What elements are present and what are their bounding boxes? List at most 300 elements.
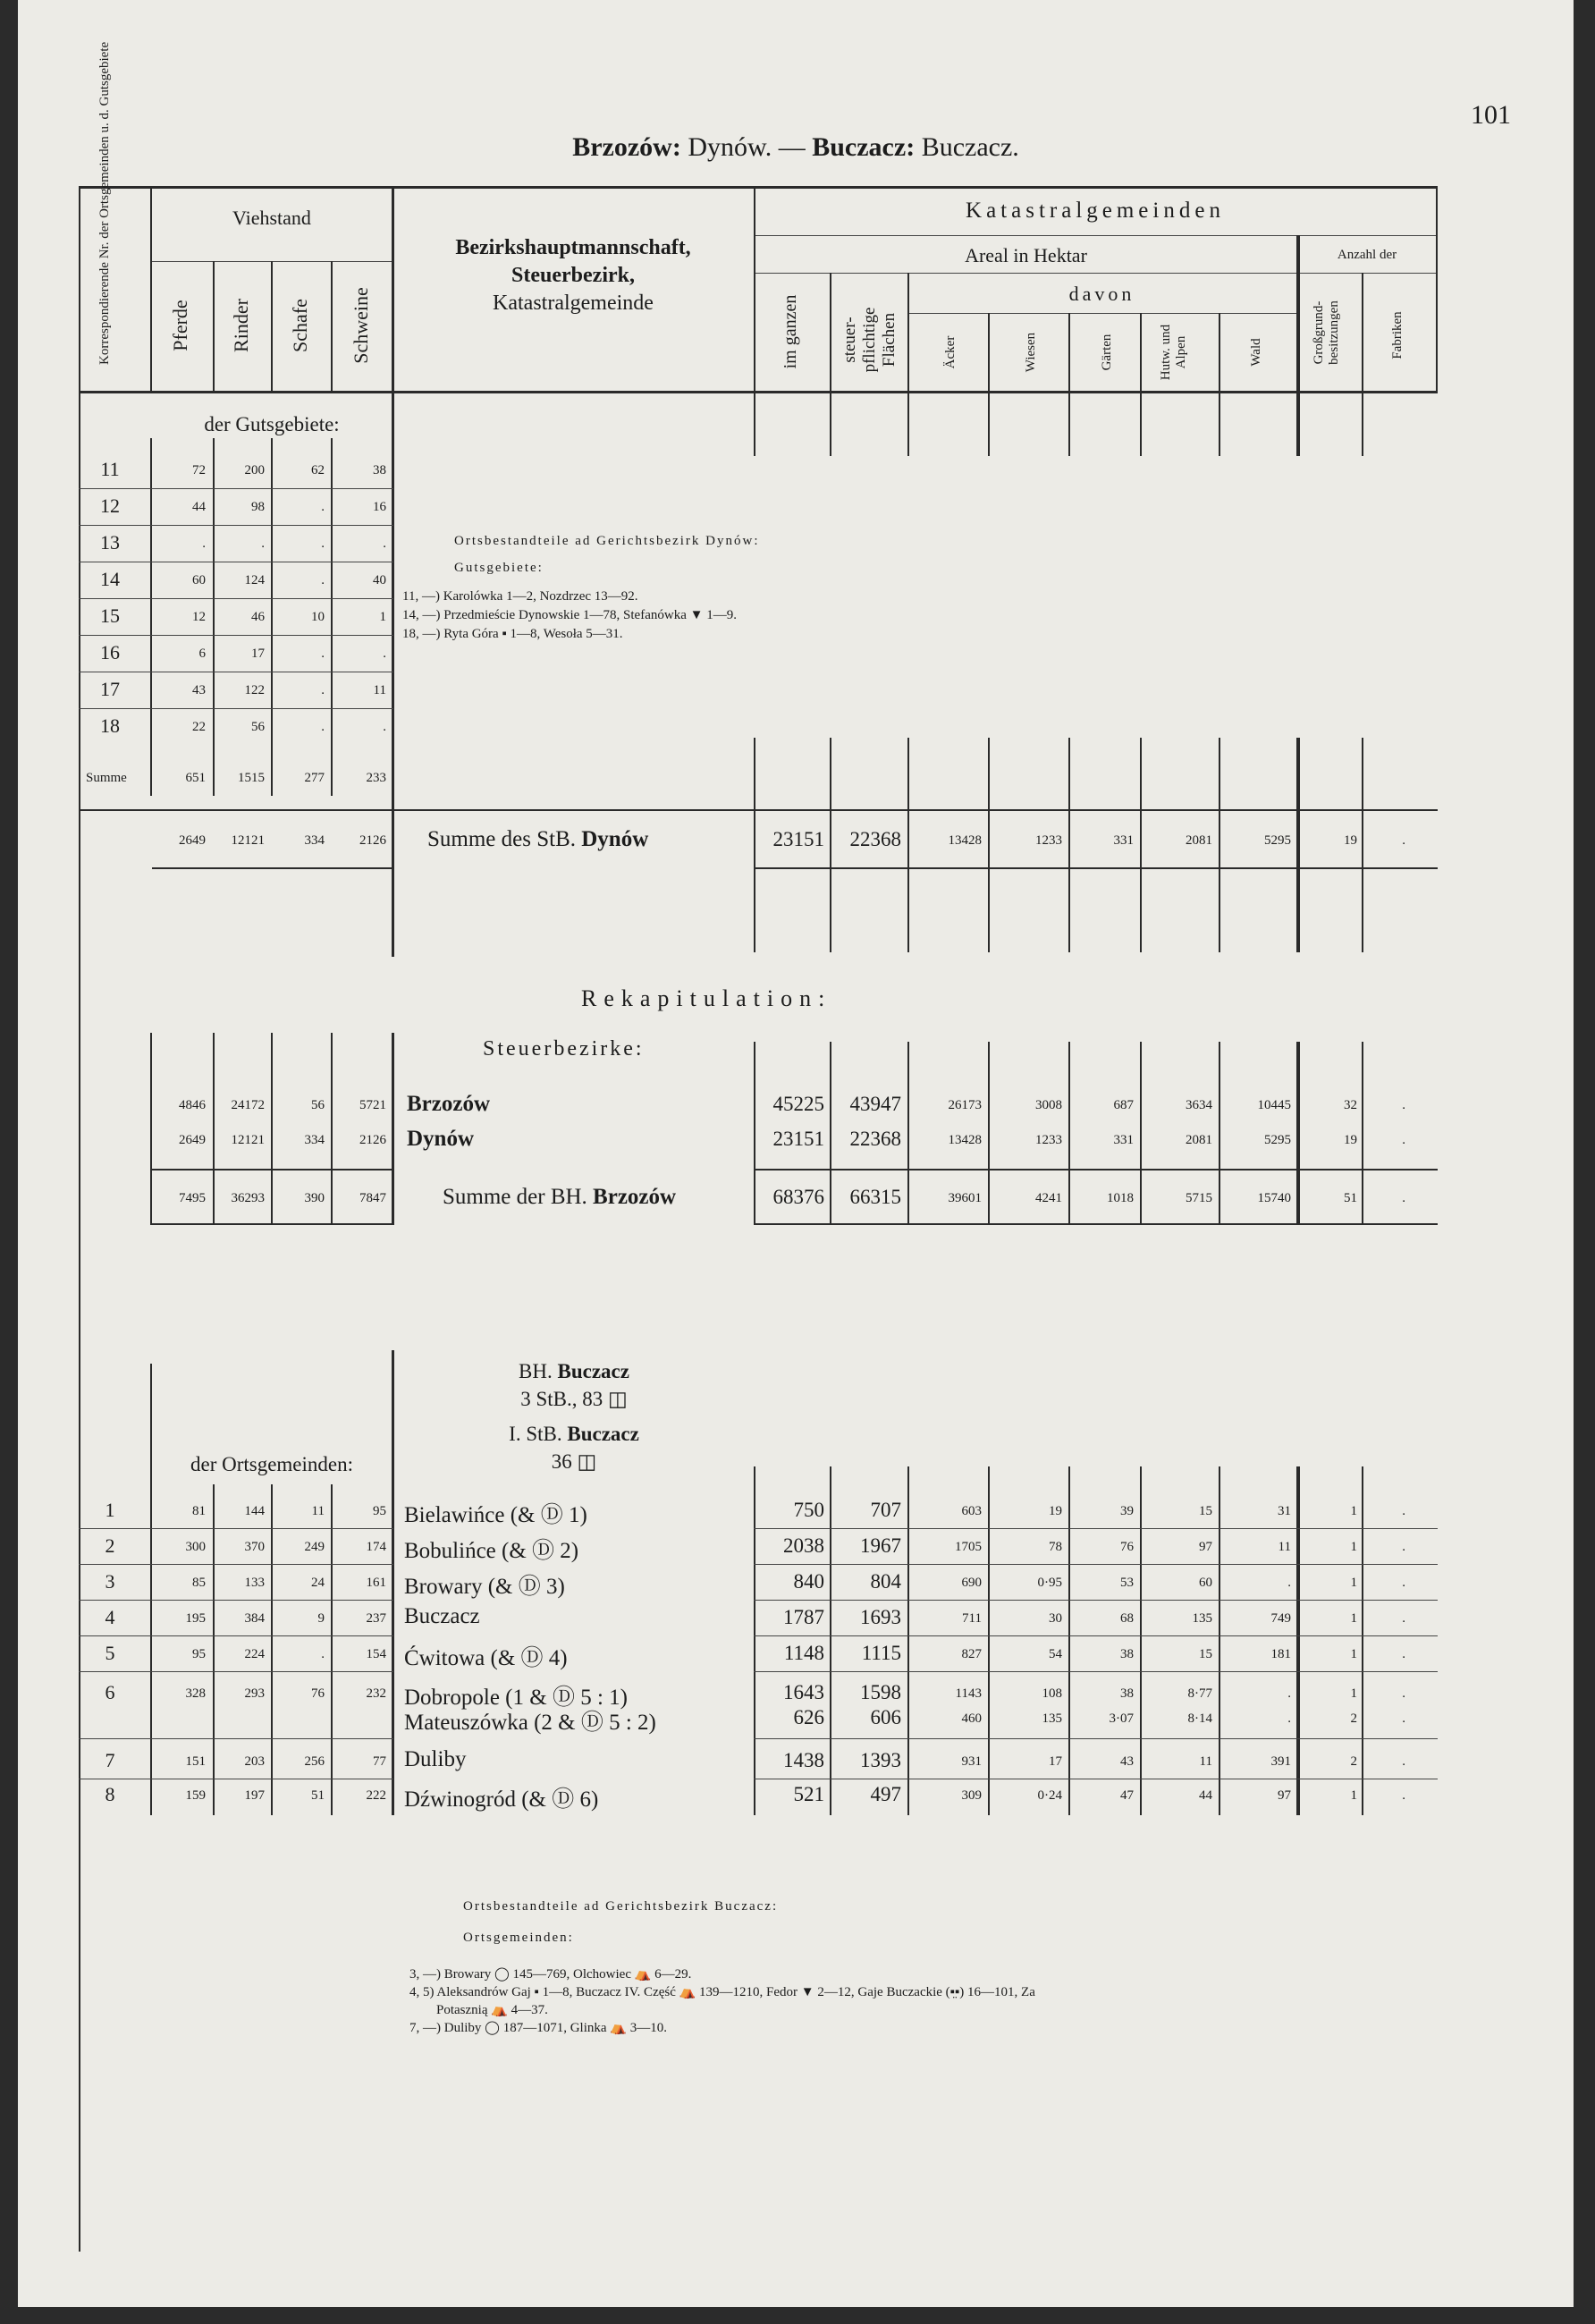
- rek-row-1-k4: 331: [1113, 1133, 1134, 1147]
- gutsgebiete-row-4-v3: 1: [379, 610, 386, 624]
- title-left-bold: Brzozów:: [572, 132, 681, 162]
- orts-row-6-k8: .: [1402, 1711, 1405, 1726]
- orts-row-3-k0: 1787: [783, 1606, 824, 1628]
- gutsgebiete-row-5-v3: .: [383, 646, 386, 661]
- ortsgemeinden-row-nr: 4: [105, 1606, 115, 1628]
- rek-row-1-k6: 5295: [1264, 1133, 1291, 1147]
- orts-row-5-v3: 232: [366, 1686, 386, 1701]
- rek-row-0-k4: 687: [1113, 1098, 1134, 1112]
- ortsgemeinden-row-name: Dźwinogród (& Ⓓ 6): [404, 1787, 599, 1812]
- gutsgebiete-row-nr: 11: [100, 458, 120, 480]
- summe-bh-v1: 36293: [231, 1191, 265, 1205]
- col-head-fabriken: Fabriken: [1390, 311, 1405, 359]
- rek-row-1-v2: 334: [304, 1133, 325, 1147]
- areal-sub-rule: [754, 273, 1438, 274]
- orts-row-4-v3: 154: [366, 1647, 386, 1661]
- viehstand-sub-rule: [152, 261, 393, 262]
- ortsbestandteile-buczacz-line-2: 4, 5) Aleksandrów Gaj ▪ 1—8, Buczacz IV. Część ⛺ 139—1210, Fedor ▼ 2—12, Gaje Buczackie (▪̤▪) 16—101, Za: [409, 1985, 1035, 1999]
- orts-row-7-k6: 391: [1270, 1754, 1291, 1769]
- orts-row-2-k2: 690: [961, 1576, 982, 1590]
- v-body-hu-1: [1219, 393, 1220, 456]
- ortsbestandteile-buczacz-sub: Ortsgemeinden:: [463, 1931, 574, 1945]
- gutsgebiete-row-nr: 13: [100, 531, 120, 554]
- ortsgemeinden-row-name: Browary (& Ⓓ 3): [404, 1575, 565, 1599]
- col-head-gaerten: Gärten: [1100, 334, 1114, 371]
- summe-gutsgebiete-v3: 233: [366, 771, 386, 785]
- col-head-wald: Wald: [1249, 338, 1263, 367]
- orts-row-3-k8: .: [1402, 1611, 1405, 1626]
- col-head-bezirk: [394, 234, 752, 318]
- ortsgemeinden-row-nr: 7: [105, 1749, 115, 1771]
- gutsgebiete-row-3-v0: 60: [192, 573, 206, 587]
- rek-row-1-k7: 19: [1344, 1133, 1357, 1147]
- col-head-katastral: Katastralgemeinden: [966, 199, 1225, 223]
- orts-row-6-k0: 626: [793, 1706, 824, 1728]
- summe-gutsgebiete-v1: 1515: [238, 771, 265, 785]
- col-head-areal: Areal in Hektar: [965, 244, 1087, 266]
- orts-row-1-v2: 249: [304, 1540, 325, 1554]
- gutsgebiete-row-7-v0: 22: [192, 720, 206, 734]
- col-head-rinder: Rinder: [230, 299, 252, 352]
- ortsbestandteile-buczacz-line-1: 3, —) Browary ◯ 145—769, Olchowiec ⛺ 6—29.: [409, 1967, 692, 1982]
- gutsgebiete-row-rule: [79, 598, 393, 599]
- bezirk-line1: Bezirkshauptmannschaft,: [455, 236, 691, 259]
- summe-gutsgebiete-v2: 277: [304, 771, 325, 785]
- bezirk-line2: Steuerbezirk,: [511, 264, 635, 288]
- col-head-imganzen: im ganzen: [781, 294, 800, 369]
- section-ortsgemeinden: der Ortsgemeinden:: [190, 1453, 354, 1475]
- gutsgebiete-row-rule: [79, 488, 393, 489]
- gutsgebiete-row-0-v0: 72: [192, 463, 206, 477]
- orts-row-6-k1: 606: [870, 1706, 901, 1728]
- gutsgebiete-row-1-v0: 44: [192, 500, 206, 514]
- gutsgebiete-row-1-v1: 98: [251, 500, 265, 514]
- gutsgebiete-row-rule: [79, 525, 393, 526]
- col-head-aecker: Äcker: [943, 335, 958, 369]
- gutsgebiete-row-5-v2: .: [321, 646, 325, 661]
- orts-row-8-v2: 51: [311, 1788, 325, 1803]
- orts-row-0-k1: 707: [870, 1499, 901, 1521]
- ortsgemeinden-row-name: Buczacz: [404, 1604, 480, 1628]
- rek-row-0-v0: 4846: [179, 1098, 206, 1112]
- rek-row-1-k0: 23151: [772, 1128, 824, 1150]
- header-bottom-rule: [79, 391, 1438, 393]
- gutsgebiete-row-5-v0: 6: [198, 646, 206, 661]
- gutsgebiete-row-rule: [79, 708, 393, 709]
- rek-row-0-k1: 43947: [849, 1093, 901, 1115]
- rek-row-1-k8: .: [1402, 1133, 1405, 1147]
- gutsgebiete-row-nr: 15: [100, 604, 120, 627]
- orts-row-1-v0: 300: [185, 1540, 206, 1554]
- summe-stb-v1: 12121: [231, 833, 265, 848]
- gutsgebiete-row-0-v1: 200: [244, 463, 265, 477]
- summe-bh-brzozow-label: Summe der BH. Brzozów: [443, 1185, 677, 1209]
- v-body-gr-1: [1362, 393, 1363, 456]
- orts-row-5-k1: 1598: [860, 1681, 901, 1703]
- gutsgebiete-row-6-v3: 11: [373, 683, 386, 697]
- orts-row-8-k5: 44: [1199, 1788, 1212, 1803]
- orts-row-0-k3: 19: [1049, 1504, 1062, 1518]
- summe-stb-k1: 22368: [849, 828, 901, 850]
- rekapitulation-row-name: Dynów: [407, 1127, 475, 1151]
- summe-bh-k0: 68376: [772, 1186, 824, 1208]
- orts-row-3-v1: 384: [244, 1611, 265, 1626]
- orts-row-3-k4: 68: [1120, 1611, 1134, 1626]
- rek-row-0-v2: 56: [311, 1098, 325, 1112]
- v-body-ga-1: [1140, 393, 1142, 456]
- orts-row-5-k6: .: [1287, 1686, 1291, 1701]
- running-head: [18, 132, 1574, 163]
- col-head-anzahl: Anzahl der: [1337, 248, 1397, 262]
- ortsbestandteile-buczacz-title: Ortsbestandteile ad Gerichtsbezirk Buczacz:: [463, 1899, 779, 1914]
- orts-row-0-k0: 750: [793, 1499, 824, 1521]
- summe-bh-v3: 7847: [359, 1191, 386, 1205]
- col-head-pferde: Pferde: [169, 300, 191, 351]
- orts-row-1-k2: 1705: [955, 1540, 982, 1554]
- ortsgemeinden-row-rule: [79, 1564, 393, 1565]
- orts-row-4-k5: 15: [1199, 1647, 1212, 1661]
- orts-row-0-k4: 39: [1120, 1504, 1134, 1518]
- orts-row-0-v3: 95: [373, 1504, 386, 1518]
- gutsgebiete-row-nr: 16: [100, 641, 120, 663]
- orts-row-1-k3: 78: [1049, 1540, 1062, 1554]
- v-body-st-1: [907, 393, 909, 456]
- orts-row-1-k0: 2038: [783, 1534, 824, 1557]
- orts-row-7-v2: 256: [304, 1754, 325, 1769]
- ortsgemeinden-row-rule-kat: [754, 1671, 1438, 1672]
- orts-row-6-k6: .: [1287, 1711, 1291, 1726]
- orts-row-0-k2: 603: [961, 1504, 982, 1518]
- ortsbestandteile-dynow-title: Ortsbestandteile ad Gerichtsbezirk Dynów:: [454, 534, 760, 548]
- summe-stb-dynow-label: Summe des StB. Dynów: [427, 827, 649, 851]
- orts-row-5-v2: 76: [311, 1686, 325, 1701]
- orts-row-0-k8: .: [1402, 1504, 1405, 1518]
- v-body-wi-1: [1068, 393, 1070, 456]
- gutsgebiete-row-rule: [79, 635, 393, 636]
- orts-row-6-k2: 460: [961, 1711, 982, 1726]
- orts-row-7-k0: 1438: [783, 1749, 824, 1771]
- orts-row-3-k6: 749: [1270, 1611, 1291, 1626]
- ortsgemeinden-row-name: Dobropole (1 & Ⓓ 5 : 1): [404, 1686, 628, 1710]
- orts-row-7-k3: 17: [1049, 1754, 1062, 1769]
- gutsgebiete-row-3-v1: 124: [244, 573, 265, 587]
- orts-row-2-k1: 804: [870, 1570, 901, 1593]
- orts-row-6-k3: 135: [1042, 1711, 1062, 1726]
- orts-row-2-v1: 133: [244, 1576, 265, 1590]
- bh-buczacz-line2: 3 StB., 83 ◫: [520, 1388, 628, 1411]
- orts-row-2-v0: 85: [192, 1576, 206, 1590]
- orts-row-5-k8: .: [1402, 1686, 1405, 1701]
- summe-bh-k6: 15740: [1257, 1191, 1291, 1205]
- gutsgebiete-row-4-v1: 46: [251, 610, 265, 624]
- summe-gutsgebiete-v0: 651: [185, 771, 206, 785]
- v-left-frame: [79, 186, 80, 2252]
- orts-row-1-k8: .: [1402, 1540, 1405, 1554]
- ortsgemeinden-row-nr: 3: [105, 1570, 115, 1593]
- orts-row-4-k1: 1115: [861, 1642, 901, 1664]
- v-body-gz-1: [830, 393, 831, 456]
- gutsgebiete-row-6-v2: .: [321, 683, 325, 697]
- orts-row-6-k5: 8·14: [1187, 1711, 1212, 1726]
- rek-row-1-k2: 13428: [948, 1133, 982, 1147]
- gutsgebiete-row-6-v1: 122: [244, 683, 265, 697]
- v-rinder: [271, 261, 273, 393]
- v-imganzen: [830, 273, 831, 393]
- rule-before-summe-bh: [152, 1169, 393, 1170]
- ortsgemeinden-row-nr: 8: [105, 1783, 115, 1805]
- bh-buczacz-line1: BH. Buczacz: [519, 1360, 629, 1382]
- gutsgebiete-row-4-v2: 10: [311, 610, 325, 624]
- title-right-bold: Buczacz:: [812, 132, 916, 162]
- orts-row-0-v2: 11: [311, 1504, 325, 1518]
- ortsgemeinden-row-nr: 6: [105, 1681, 115, 1703]
- orts-row-4-k7: 1: [1350, 1647, 1357, 1661]
- gutsgebiete-row-7-v3: .: [383, 720, 386, 734]
- v-right-frame: [1436, 186, 1438, 393]
- rule-after-summe-bh: [152, 1223, 393, 1225]
- orts-row-3-k1: 1693: [860, 1606, 901, 1628]
- orts-row-5-k3: 108: [1042, 1686, 1062, 1701]
- v-body-sw-2: [392, 1033, 394, 1225]
- v-body-wa-1: [1296, 393, 1300, 456]
- rek-row-0-k7: 32: [1344, 1098, 1357, 1112]
- gutsgebiete-row-nr: 12: [100, 494, 120, 517]
- orts-row-3-k3: 30: [1049, 1611, 1062, 1626]
- orts-row-8-k7: 1: [1350, 1788, 1357, 1803]
- rek-row-0-k0: 45225: [772, 1093, 824, 1115]
- summe-stb-k2: 13428: [948, 833, 982, 848]
- ortsbestandteile-dynow-line-2: 14, —) Przedmieście Dynowskie 1—78, Stefanówka ▼ 1—9.: [402, 608, 737, 622]
- page-number: 101: [1471, 100, 1511, 130]
- orts-row-8-v0: 159: [185, 1788, 206, 1803]
- orts-row-3-k2: 711: [962, 1611, 982, 1626]
- orts-row-8-v1: 197: [244, 1788, 265, 1803]
- gutsgebiete-row-2-v0: .: [202, 537, 206, 551]
- orts-row-3-v0: 195: [185, 1611, 206, 1626]
- gutsgebiete-row-3-v2: .: [321, 573, 325, 587]
- orts-row-2-k6: .: [1287, 1576, 1291, 1590]
- col-head-schafe: Schafe: [289, 299, 311, 352]
- col-head-steuerpflichtig: steuer- pflichtige Flächen: [840, 307, 899, 373]
- v-aecker: [988, 313, 990, 393]
- table-top-rule: [79, 186, 1438, 189]
- orts-row-8-k0: 521: [793, 1783, 824, 1805]
- title-separator: —: [772, 132, 813, 162]
- summe-bh-v0: 7495: [179, 1191, 206, 1205]
- col-head-viehstand: Viehstand: [232, 207, 311, 229]
- orts-row-8-k2: 309: [961, 1788, 982, 1803]
- orts-row-2-k3: 0·95: [1037, 1576, 1062, 1590]
- gutsgebiete-row-3-v3: 40: [373, 573, 386, 587]
- summe-stb-k5: 2081: [1186, 833, 1212, 848]
- orts-row-7-v3: 77: [373, 1754, 386, 1769]
- orts-row-1-k7: 1: [1350, 1540, 1357, 1554]
- summe-stb-v2: 334: [304, 833, 325, 848]
- col-head-grossgrund: Großgrund- besitzungen: [1312, 300, 1342, 365]
- v-gross: [1362, 273, 1363, 393]
- ortsgemeinden-row-rule-kat: [754, 1635, 1438, 1636]
- orts-row-3-k7: 1: [1350, 1611, 1357, 1626]
- orts-row-8-k1: 497: [870, 1783, 901, 1805]
- orts-row-3-v2: 9: [317, 1611, 325, 1626]
- ortsgemeinden-row-name: Ćwitowa (& Ⓓ 4): [404, 1646, 568, 1670]
- v-pferde: [213, 261, 215, 393]
- v-hutw: [1219, 313, 1220, 393]
- ortsbestandteile-dynow-line-1: 11, —) Karolówka 1—2, Nozdrzec 13—92.: [402, 589, 638, 604]
- orts-row-0-k5: 15: [1199, 1504, 1212, 1518]
- rek-row-1-k1: 22368: [849, 1128, 901, 1150]
- rek-row-1-k3: 1233: [1035, 1133, 1062, 1147]
- rule-after-summe-stb-kat: [754, 867, 1438, 869]
- orts-row-5-v1: 293: [244, 1686, 265, 1701]
- v-gaerten: [1140, 313, 1142, 393]
- summe-stb-k6: 5295: [1264, 833, 1291, 848]
- ortsgemeinden-row-name: Bobulińce (& Ⓓ 2): [404, 1539, 579, 1563]
- orts-row-5-k4: 38: [1120, 1686, 1134, 1701]
- orts-row-0-v0: 81: [192, 1504, 206, 1518]
- summe-stb-k0: 23151: [772, 828, 824, 850]
- bezirk-line3: Katastralgemeinde: [493, 292, 654, 316]
- bh-buczacz-block: [394, 1357, 754, 1475]
- orts-row-5-k0: 1643: [783, 1681, 824, 1703]
- orts-row-4-k4: 38: [1120, 1647, 1134, 1661]
- ortsgemeinden-row-name: Duliby: [404, 1747, 467, 1771]
- orts-row-5-k2: 1143: [955, 1686, 982, 1701]
- page: [18, 0, 1574, 2307]
- gutsgebiete-row-nr: 14: [100, 568, 120, 590]
- gutsgebiete-row-2-v2: .: [321, 537, 325, 551]
- rek-row-0-v1: 24172: [231, 1098, 265, 1112]
- ortsgemeinden-row-rule-kat: [754, 1738, 1438, 1739]
- summe-bh-k3: 4241: [1035, 1191, 1062, 1205]
- orts-row-2-k8: .: [1402, 1576, 1405, 1590]
- rek-row-1-v0: 2649: [179, 1133, 206, 1147]
- orts-row-4-k2: 827: [961, 1647, 982, 1661]
- rule-before-summe-stb: [79, 809, 1438, 811]
- gutsgebiete-row-0-v3: 38: [373, 463, 386, 477]
- rek-row-0-k6: 10445: [1257, 1098, 1291, 1112]
- rek-row-0-k5: 3634: [1186, 1098, 1212, 1112]
- orts-row-2-v3: 161: [366, 1576, 386, 1590]
- bh-buczacz-line3: I. StB. Buczacz: [509, 1423, 639, 1446]
- orts-row-4-v2: .: [321, 1647, 325, 1661]
- orts-row-0-k6: 31: [1278, 1504, 1291, 1518]
- orts-row-7-v1: 203: [244, 1754, 265, 1769]
- ortsgemeinden-row-rule: [79, 1528, 393, 1529]
- orts-row-3-v3: 237: [366, 1611, 386, 1626]
- ortsgemeinden-row-rule: [79, 1635, 393, 1636]
- gutsgebiete-row-nr: 18: [100, 714, 120, 737]
- summe-stb-k3: 1233: [1035, 833, 1062, 848]
- ortsbestandteile-dynow-line-3: 18, —) Ryta Góra ▪ 1—8, Wesoła 5—31.: [402, 627, 623, 641]
- v-wiesen: [1068, 313, 1070, 393]
- orts-row-1-v1: 370: [244, 1540, 265, 1554]
- ortsbestandteile-dynow-sub: Gutsgebiete:: [454, 561, 544, 575]
- orts-row-1-k6: 11: [1278, 1540, 1291, 1554]
- summe-bh-k2: 39601: [948, 1191, 982, 1205]
- orts-row-5-k5: 8·77: [1187, 1686, 1212, 1701]
- v-schafe: [331, 261, 333, 393]
- rek-row-1-v1: 12121: [231, 1133, 265, 1147]
- summe-stb-k7: 19: [1344, 833, 1357, 848]
- gutsgebiete-row-1-v3: 16: [373, 500, 386, 514]
- orts-row-0-k7: 1: [1350, 1504, 1357, 1518]
- rule-before-summe-bh-kat: [754, 1169, 1438, 1170]
- ortsgemeinden-row-rule: [79, 1671, 393, 1672]
- orts-row-7-k4: 43: [1120, 1754, 1134, 1769]
- orts-row-4-k8: .: [1402, 1647, 1405, 1661]
- orts-row-7-k8: .: [1402, 1754, 1405, 1769]
- ortsgemeinden-row-nr: 1: [105, 1499, 115, 1521]
- summe-stb-v0: 2649: [179, 833, 206, 848]
- title-right-rest: Buczacz.: [915, 132, 1019, 162]
- summe-bh-k8: .: [1402, 1191, 1405, 1205]
- orts-row-6-k4: 3·07: [1109, 1711, 1134, 1726]
- rek-row-0-v3: 5721: [359, 1098, 386, 1112]
- section-gutsgebiete: der Gutsgebiete:: [204, 413, 340, 435]
- orts-row-7-k7: 2: [1350, 1754, 1357, 1769]
- v-body-sw-1: [392, 393, 394, 957]
- orts-row-8-k6: 97: [1278, 1788, 1291, 1803]
- ortsgemeinden-row-rule-kat: [754, 1564, 1438, 1565]
- summe-bh-k7: 51: [1344, 1191, 1357, 1205]
- col-head-schweine: Schweine: [350, 287, 372, 364]
- gutsgebiete-row-2-v3: .: [383, 537, 386, 551]
- rek-row-0-k2: 26173: [948, 1098, 982, 1112]
- rek-row-1-k5: 2081: [1186, 1133, 1212, 1147]
- summe-bh-k4: 1018: [1107, 1191, 1134, 1205]
- summe-stb-v3: 2126: [359, 833, 386, 848]
- orts-row-4-v1: 224: [244, 1647, 265, 1661]
- orts-row-2-k7: 1: [1350, 1576, 1357, 1590]
- title-left-rest: Dynów.: [680, 132, 772, 162]
- orts-row-2-k5: 60: [1199, 1576, 1212, 1590]
- orts-row-7-k1: 1393: [860, 1749, 901, 1771]
- summe-stb-k4: 331: [1113, 833, 1134, 848]
- orts-row-4-k3: 54: [1049, 1647, 1062, 1661]
- gutsgebiete-row-1-v2: .: [321, 500, 325, 514]
- ortsbestandteile-buczacz-line-3: Potasznią ⛺ 4—37.: [409, 2003, 548, 2017]
- orts-row-1-k5: 97: [1199, 1540, 1212, 1554]
- ortsgemeinden-row-nr: 2: [105, 1534, 115, 1557]
- gutsgebiete-row-6-v0: 43: [192, 683, 206, 697]
- col-head-hutw: Hutw. und Alpen: [1159, 324, 1189, 381]
- col-head-rownum: Korrespondierende Nr. der Ortsgemeinden u. d. Gutsgebiete: [97, 41, 112, 365]
- rekapitulation-heading: Rekapitulation:: [581, 985, 832, 1011]
- gutsgebiete-row-5-v1: 17: [251, 646, 265, 661]
- summe-gutsgebiete-label: Summe: [86, 771, 127, 785]
- orts-row-0-v1: 144: [244, 1504, 265, 1518]
- orts-row-2-v2: 24: [311, 1576, 325, 1590]
- orts-row-8-k4: 47: [1120, 1788, 1134, 1803]
- orts-row-1-v3: 174: [366, 1540, 386, 1554]
- rek-row-0-k8: .: [1402, 1098, 1405, 1112]
- ortsgemeinden-row-name: Bielawińce (& Ⓓ 1): [404, 1503, 587, 1527]
- orts-row-7-k2: 931: [961, 1754, 982, 1769]
- gutsgebiete-row-nr: 17: [100, 678, 120, 700]
- summe-bh-k5: 5715: [1186, 1191, 1212, 1205]
- gutsgebiete-row-7-v1: 56: [251, 720, 265, 734]
- gutsgebiete-row-4-v0: 12: [192, 610, 206, 624]
- orts-row-4-v0: 95: [192, 1647, 206, 1661]
- orts-row-1-k1: 1967: [860, 1534, 901, 1557]
- rule-after-summe-stb: [152, 867, 393, 869]
- col-head-davon: davon: [1068, 283, 1135, 305]
- orts-row-4-k0: 1148: [783, 1642, 824, 1664]
- ortsgemeinden-row-name: Mateuszówka (2 & Ⓓ 5 : 2): [404, 1711, 656, 1735]
- katastral-sub-rule: [754, 235, 1438, 236]
- col-head-wiesen: Wiesen: [1024, 332, 1038, 373]
